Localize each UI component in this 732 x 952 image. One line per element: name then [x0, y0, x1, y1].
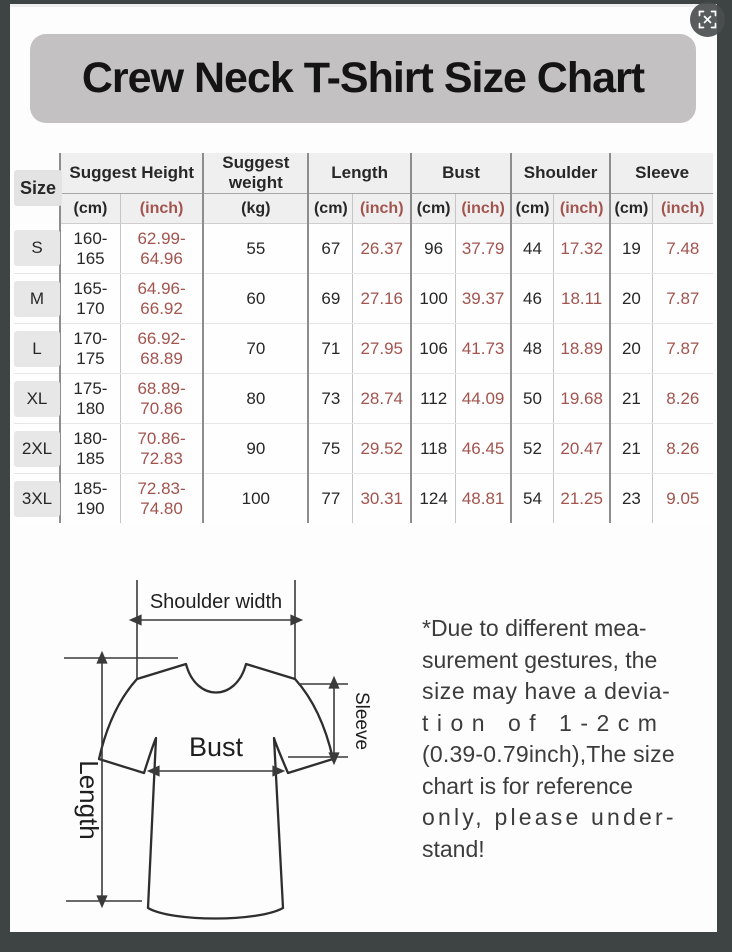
- size-cell: [14, 224, 60, 274]
- length-label: Length: [74, 760, 104, 840]
- value-cell: 165-170: [60, 274, 120, 324]
- value-cell: 17.32: [554, 224, 611, 274]
- note-line: only, please under-: [422, 804, 677, 830]
- value-cell: 60: [203, 274, 308, 324]
- value-cell: 30.31: [353, 474, 411, 524]
- value-cell: 67: [308, 224, 353, 274]
- value-cell: 28.74: [353, 374, 411, 424]
- value-cell: 64.96-66.92: [120, 274, 203, 324]
- value-cell: 100: [411, 274, 456, 324]
- bust-label: Bust: [188, 732, 244, 762]
- value-cell: 20: [610, 274, 652, 324]
- value-cell: 77: [308, 474, 353, 524]
- value-cell: 90: [203, 424, 308, 474]
- value-cell: 72.83-74.80: [120, 474, 203, 524]
- note-line: *Due to different mea-: [422, 615, 647, 641]
- unit-header: (inch): [120, 194, 203, 224]
- col-group-size: [14, 153, 60, 224]
- size-chart-sheet: [10, 4, 717, 932]
- col-group-suggest-weight: Suggest weight: [203, 153, 308, 194]
- shoulder-width-label: Shoulder width: [149, 591, 283, 613]
- value-cell: 8.26: [652, 374, 713, 424]
- tshirt-measurement-diagram: [50, 552, 410, 952]
- unit-header: (inch): [554, 194, 611, 224]
- value-cell: 100: [203, 474, 308, 524]
- value-cell: 41.73: [456, 324, 511, 374]
- value-cell: 46: [511, 274, 554, 324]
- size-row-s: [14, 224, 713, 274]
- value-cell: 7.87: [652, 274, 713, 324]
- value-cell: 68.89-70.86: [120, 374, 203, 424]
- value-cell: 106: [411, 324, 456, 374]
- value-cell: 9.05: [652, 474, 713, 524]
- unit-header: (cm): [610, 194, 652, 224]
- note-line: (0.39-0.79inch),The size: [422, 741, 675, 767]
- unit-header: (inch): [652, 194, 713, 224]
- value-cell: 52: [511, 424, 554, 474]
- value-cell: 37.79: [456, 224, 511, 274]
- page-title: Crew Neck T-Shirt Size Chart: [81, 54, 645, 102]
- value-cell: 118: [411, 424, 456, 474]
- unit-header: (cm): [308, 194, 353, 224]
- value-cell: 20: [610, 324, 652, 374]
- size-cell: [14, 474, 60, 524]
- value-cell: 54: [511, 474, 554, 524]
- value-cell: 27.16: [353, 274, 411, 324]
- unit-header: (cm): [60, 194, 120, 224]
- size-cell: [14, 274, 60, 324]
- size-table-header: [14, 153, 713, 224]
- value-cell: 75: [308, 424, 353, 474]
- value-cell: 70.86-72.83: [120, 424, 203, 474]
- value-cell: 46.45: [456, 424, 511, 474]
- value-cell: 69: [308, 274, 353, 324]
- unit-header: (kg): [203, 194, 308, 224]
- value-cell: 48: [511, 324, 554, 374]
- col-group-length: Length: [308, 153, 411, 194]
- size-row-l: [14, 324, 713, 374]
- size-column-header: Size: [14, 170, 62, 206]
- size-chip: XL: [14, 381, 60, 417]
- value-cell: 50: [511, 374, 554, 424]
- value-cell: 27.95: [353, 324, 411, 374]
- size-cell: [14, 374, 60, 424]
- size-table-body: [14, 224, 713, 524]
- col-group-sleeve: Sleeve: [610, 153, 713, 194]
- value-cell: 170-175: [60, 324, 120, 374]
- unit-header: (cm): [511, 194, 554, 224]
- value-cell: 48.81: [456, 474, 511, 524]
- value-cell: 26.37: [353, 224, 411, 274]
- value-cell: 180-185: [60, 424, 120, 474]
- note-line: surement gestures, the: [422, 646, 658, 673]
- value-cell: 7.48: [652, 224, 713, 274]
- value-cell: 44.09: [456, 374, 511, 424]
- note-line: stand!: [422, 835, 485, 862]
- size-row-3xl: [14, 474, 713, 524]
- size-cell: [14, 424, 60, 474]
- unit-header: (inch): [353, 194, 411, 224]
- size-chip: L: [14, 331, 60, 367]
- value-cell: 20.47: [554, 424, 611, 474]
- value-cell: 18.11: [554, 274, 611, 324]
- value-cell: 21.25: [554, 474, 611, 524]
- fullscreen-expand-button[interactable]: [690, 2, 725, 37]
- value-cell: 19: [610, 224, 652, 274]
- note-line: tion of 1-2cm: [422, 709, 666, 736]
- sleeve-label: Sleeve: [351, 691, 372, 751]
- size-chip: 3XL: [14, 481, 60, 517]
- note-text: [422, 613, 726, 865]
- size-chip: S: [14, 230, 60, 266]
- unit-header: (inch): [456, 194, 511, 224]
- value-cell: 185-190: [60, 474, 120, 524]
- size-row-xl: [14, 374, 713, 424]
- unit-header: (cm): [411, 194, 456, 224]
- value-cell: 19.68: [554, 374, 611, 424]
- value-cell: 44: [511, 224, 554, 274]
- value-cell: 23: [610, 474, 652, 524]
- value-cell: 7.87: [652, 324, 713, 374]
- value-cell: 124: [411, 474, 456, 524]
- size-row-m: [14, 274, 713, 324]
- table-group-header-row: [14, 153, 713, 194]
- tshirt-outline: [99, 664, 333, 919]
- size-chip: 2XL: [14, 431, 60, 467]
- note-line: chart is for reference: [422, 772, 633, 799]
- value-cell: 73: [308, 374, 353, 424]
- value-cell: 70: [203, 324, 308, 374]
- value-cell: 39.37: [456, 274, 511, 324]
- value-cell: 71: [308, 324, 353, 374]
- table-unit-header-row: [14, 194, 713, 224]
- value-cell: 96: [411, 224, 456, 274]
- size-cell: [14, 324, 60, 374]
- value-cell: 175-180: [60, 374, 120, 424]
- note-line: size may have a devia-: [422, 678, 671, 704]
- title-banner: [30, 34, 696, 123]
- col-group-suggest-height: Suggest Height: [60, 153, 203, 194]
- size-row-2xl: [14, 424, 713, 474]
- value-cell: 160-165: [60, 224, 120, 274]
- col-group-bust: Bust: [411, 153, 511, 194]
- value-cell: 80: [203, 374, 308, 424]
- value-cell: 66.92-68.89: [120, 324, 203, 374]
- value-cell: 29.52: [353, 424, 411, 474]
- size-table: [14, 153, 713, 523]
- value-cell: 21: [610, 424, 652, 474]
- value-cell: 55: [203, 224, 308, 274]
- value-cell: 18.89: [554, 324, 611, 374]
- fullscreen-expand-icon: [698, 10, 717, 29]
- value-cell: 62.99-64.96: [120, 224, 203, 274]
- value-cell: 21: [610, 374, 652, 424]
- size-chip: M: [14, 281, 60, 317]
- value-cell: 112: [411, 374, 456, 424]
- col-group-shoulder: Shoulder: [511, 153, 610, 194]
- value-cell: 8.26: [652, 424, 713, 474]
